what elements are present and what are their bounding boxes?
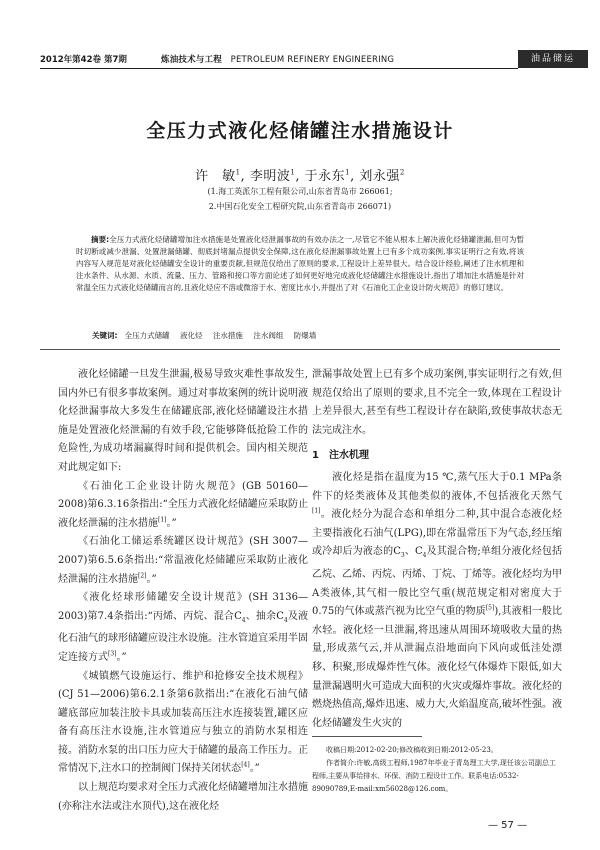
received-dates: 收稿日期:2012-02-20;修改稿收到日期:2012-05-23。 bbox=[326, 746, 498, 754]
citation: [4] bbox=[241, 762, 250, 770]
keyword: 全压力式储罐 bbox=[124, 331, 170, 340]
author-list: 许 敏$^1$, 李明波$^1$, 于永东$^1$, 刘永强$^2$ bbox=[195, 168, 405, 184]
keyword: 注水阀组 bbox=[253, 331, 284, 340]
author: 李明波 bbox=[249, 169, 291, 184]
author-mark: 2 bbox=[399, 168, 405, 177]
abstract-label: 摘要: bbox=[91, 235, 110, 244]
author-mark: 1 bbox=[345, 168, 351, 177]
header-rule bbox=[40, 68, 518, 69]
issue-info: 2012年第42卷 第7期 bbox=[40, 55, 127, 65]
body-column-left bbox=[58, 366, 308, 816]
footnote bbox=[312, 744, 562, 796]
author: 许 敏 bbox=[195, 169, 236, 184]
keywords-label: 关键词: bbox=[92, 331, 118, 340]
abstract-separator bbox=[40, 349, 560, 350]
affiliation-2: 2.中国石化安全工程研究院,山东省青岛市 266071) bbox=[208, 202, 392, 211]
journal-name bbox=[161, 53, 394, 65]
citation: [5] bbox=[485, 604, 495, 612]
author-mark: 1 bbox=[235, 168, 241, 177]
keyword: 防爆墙 bbox=[293, 331, 317, 340]
page-number: — 57 — bbox=[488, 820, 528, 831]
body-paragraph: 《石油化工储运系统罐区设计规范》(SH 3007—2007)第6.5.6条指出:“常温液化烃储罐应采取防止液化烃泄漏的注水措施[2]。” bbox=[58, 536, 308, 585]
body-paragraph: 液化烃是指在温度为15 ℃,蒸气压大于0.1 MPa条件下的烃类液体及其他类似的液体,不包括液化天然气[1]。液化烃分为混合态和单组分二种,其中混合态液化烃主要指液化石油气(LPG),即在常温常压下为气态,经压缩或冷却后为液态的$C_3$、$C_4$及其混合物;单组分液化烃包括乙烷、乙烯、丙烷、丙烯、丁烷、丁烯等。液化烃均为甲A类液体,其气相一般比空气重(规范规定相对密度大于0.75的气体或蒸汽视为比空气重的物质[5]),其液相一般比水轻。液化烃一旦泄漏,将迅速从周围环境吸收大量的热量,形成蒸气云,并从泄漏点沿地面向下风向或低洼处漂移、积聚,形成爆炸性气体。液化烃气体爆炸下限低,如大量泄漏遇明火可造成大面积的火灾或爆炸事故。液化烃的燃烧热值高,爆炸迅速、威力大,火焰温度高,破坏性强。液化烃储罐发生火灾的 bbox=[312, 471, 563, 729]
affiliation-1: (1.海工英派尔工程有限公司,山东省青岛市 266061; bbox=[207, 187, 393, 196]
author-mark: 1 bbox=[290, 168, 296, 177]
citation: [2] bbox=[138, 572, 147, 580]
journal-name-cn: 炼油技术与工程 bbox=[161, 55, 222, 65]
body-paragraph: 《液化烃球形储罐安全设计规范》(SH 3136—2003)第7.4条指出:“丙烯、丙烷、混合$C_4$、抽余$C_4$及液化石油气的球形储罐应设注水设施。注水管道宜采用半固定连接方式[3]。” bbox=[58, 592, 309, 663]
author: 于永东 bbox=[304, 169, 346, 184]
body-paragraph: 《城镇燃气设施运行、维护和抢修安全技术规程》(CJ 51—2006)第6.2.1条第6款指出:“在液化石油气储罐底部应加装注胶卡具或加装高压注水连接装置,罐区应备有高压注水设施,注水管道应与独立的消防水泵相连接。消防水泵的出口压力应大于储罐的最高工作压力。正常情况下,注水口的控制阀门保持关闭状态[4]。” bbox=[58, 670, 308, 775]
keyword: 注水措施 bbox=[212, 331, 243, 340]
abstract-text: 全压力式液化烃储罐增加注水措施是处置液化烃泄漏事故的有效办法之一,尽管它不能从根本上解决液化烃储罐泄漏,但可为暂时切断或减少泄漏、处置泄漏储罐、彻底封堵漏点提供安全保障,这在液化烃泄漏事故处置上已有多个成功案例,事实证明行之有效,将该内容写入规范是对液化烃储罐安全设计的重要贡献,但规范仅给出了原则的要求,工程设计上差异很大。结合设计经验,阐述了注水机理和注水条件、从水源、水质、流量、压力、管路和接口等方面论述了如何更好地完成液化烃储罐注水措施设计,指出了增加注水措施是针对常温全压力式液化烃储罐而言的,且液化烃应不溶或微溶于水、密度比水小,并提出了对《石油化工企业设计防火规范》的修订建议。 bbox=[76, 235, 525, 292]
body-column-right bbox=[312, 366, 562, 733]
body-paragraph: 以上规范均要求对全压力式液化烃储罐增加注水措施(亦称注水法或注水顶代),这在液化烃 bbox=[58, 782, 308, 812]
footnote-rule bbox=[312, 736, 422, 737]
citation: [1] bbox=[312, 507, 321, 515]
journal-name-en: PETROLEUM REFINERY ENGINEERING bbox=[230, 55, 395, 65]
body-paragraph: 《石油化工企业设计防火规范》(GB 50160—2008)第6.3.16条指出:“全压力式液化烃储罐应采取防止液化烃泄漏的注水措施[1]。” bbox=[58, 480, 308, 529]
citation: [3] bbox=[108, 650, 117, 658]
keywords bbox=[92, 330, 522, 341]
keyword: 液化烃 bbox=[180, 331, 203, 340]
section-badge: 油品储运 bbox=[518, 50, 588, 68]
body-paragraph: 液化烃储罐一旦发生泄漏,极易导致灾难性事故发生,国内外已有很多事故案例。通过对事故案例的统计说明液化烃泄漏事故大多发生在储罐底部,液化烃储罐设注水措施是处置液化烃泄漏的有效手段,它能够降低抢险工作的危险性,为成功堵漏赢得时间和提供机会。国内相关规范对此规定如下: bbox=[58, 369, 308, 473]
section-heading: 1 注水机理 bbox=[312, 450, 369, 462]
abstract bbox=[76, 234, 524, 294]
author: 刘永强 bbox=[359, 169, 400, 184]
body-paragraph: 泄漏事故处置上已有多个成功案例,事实证明行之有效,但规范仅给出了原则的要求,且不完全一致,体现在工程设计上差异很大,甚至有些工程设计存在缺陷,致使事故状态无法完成注水。 bbox=[312, 369, 562, 436]
author-bio: 作者简介:许敏,高级工程师,1987年毕业于青岛理工大学,现任该公司副总工程师,主要从事给排水、环保、消防工程设计工作。联系电话:0532-89090789,E-mail:xm56028@126.com。 bbox=[312, 759, 556, 793]
citation: [1] bbox=[158, 516, 167, 524]
running-header bbox=[40, 52, 588, 68]
paper-title: 全压力式液化烃储罐注水措施设计 bbox=[146, 120, 454, 142]
